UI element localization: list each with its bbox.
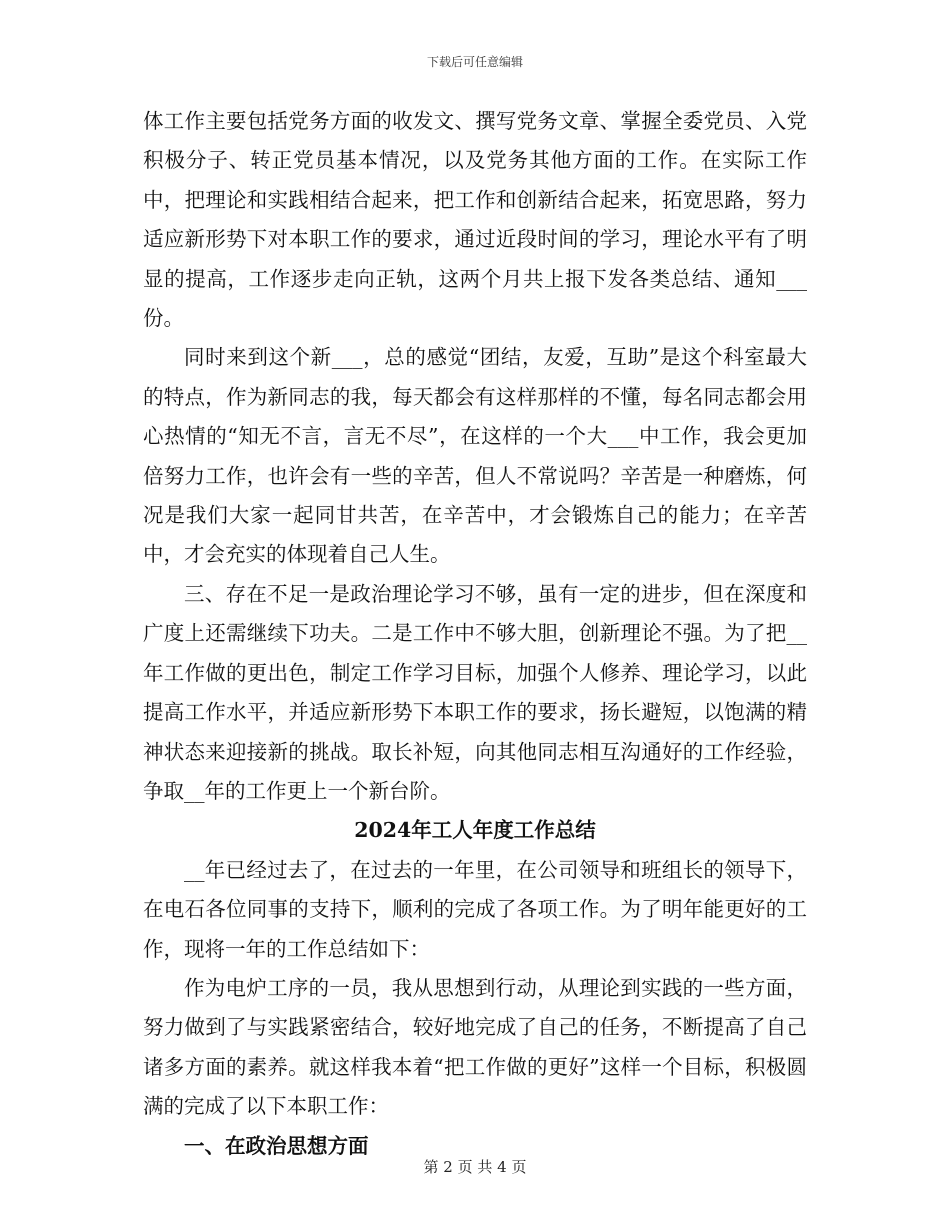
- paragraph-shortcomings: 三、存在不足一是政治理论学习不够，虽有一定的进步，但在深度和广度上还需继续下功夫。二是工作中不够大胆，创新理论不强。为了把__年工作做的更出色，制定工作学习目标，加强个人修养、理论学习，以此提高工作水平，并适应新形势下本职工作的要求，扬长避短，以饱满的精神状态来迎接新的挑战。取长补短，向其他同志相互沟通好的工作经验，争取__年的工作更上一个新台阶。: [143, 581, 807, 803]
- document-title: 2024年工人年度工作总结: [354, 818, 596, 843]
- paragraph-party-work: 体工作主要包括党务方面的收发文、撰写党务文章、掌握全委党员、入党积极分子、转正党员基本情况，以及党务其他方面的工作。在实际工作中，把理论和实践相结合起来，把工作和创新结合起来，拓宽思路，努力适应新形势下对本职工作的要求，通过近段时间的学习，理论水平有了明显的提高，工作逐步走向正轨，这两个月共上报下发各类总结、通知___份。: [143, 109, 807, 331]
- document-body: [143, 102, 807, 1166]
- page-number: 第 2 页 共 4 页: [423, 1158, 527, 1176]
- paragraph-team-spirit: 同时来到这个新___，总的感觉“团结，友爱，互助”是这个科室最大的特点，作为新同志的我，每天都会有这样那样的不懂，每名同志都会用心热情的“知无不言，言无不尽”，在这样的一个大___中工作，我会更加倍努力工作，也许会有一些的辛苦，但人不常说吗？辛苦是一种磨炼，何况是我们大家一起同甘共苦，在辛苦中，才会锻炼自己的能力；在辛苦中，才会充实的体现着自己人生。: [143, 345, 807, 567]
- paragraph-furnace-work: 作为电炉工序的一员，我从思想到行动，从理论到实践的一些方面，努力做到了与实践紧密结合，较好地完成了自己的任务，不断提高了自己诸多方面的素养。就这样我本着“把工作做的更好”这样一个目标，积极圆满的完成了以下本职工作：: [143, 975, 807, 1119]
- section-heading-political: 一、在政治思想方面: [184, 1133, 369, 1158]
- paragraph-year-intro: __年已经过去了，在过去的一年里，在公司领导和班组长的领导下，在电石各位同事的支持下，顺利的完成了各项工作。为了明年能更好的工作，现将一年的工作总结如下：: [143, 857, 807, 961]
- page-header-note: 下载后可任意编辑: [426, 55, 523, 69]
